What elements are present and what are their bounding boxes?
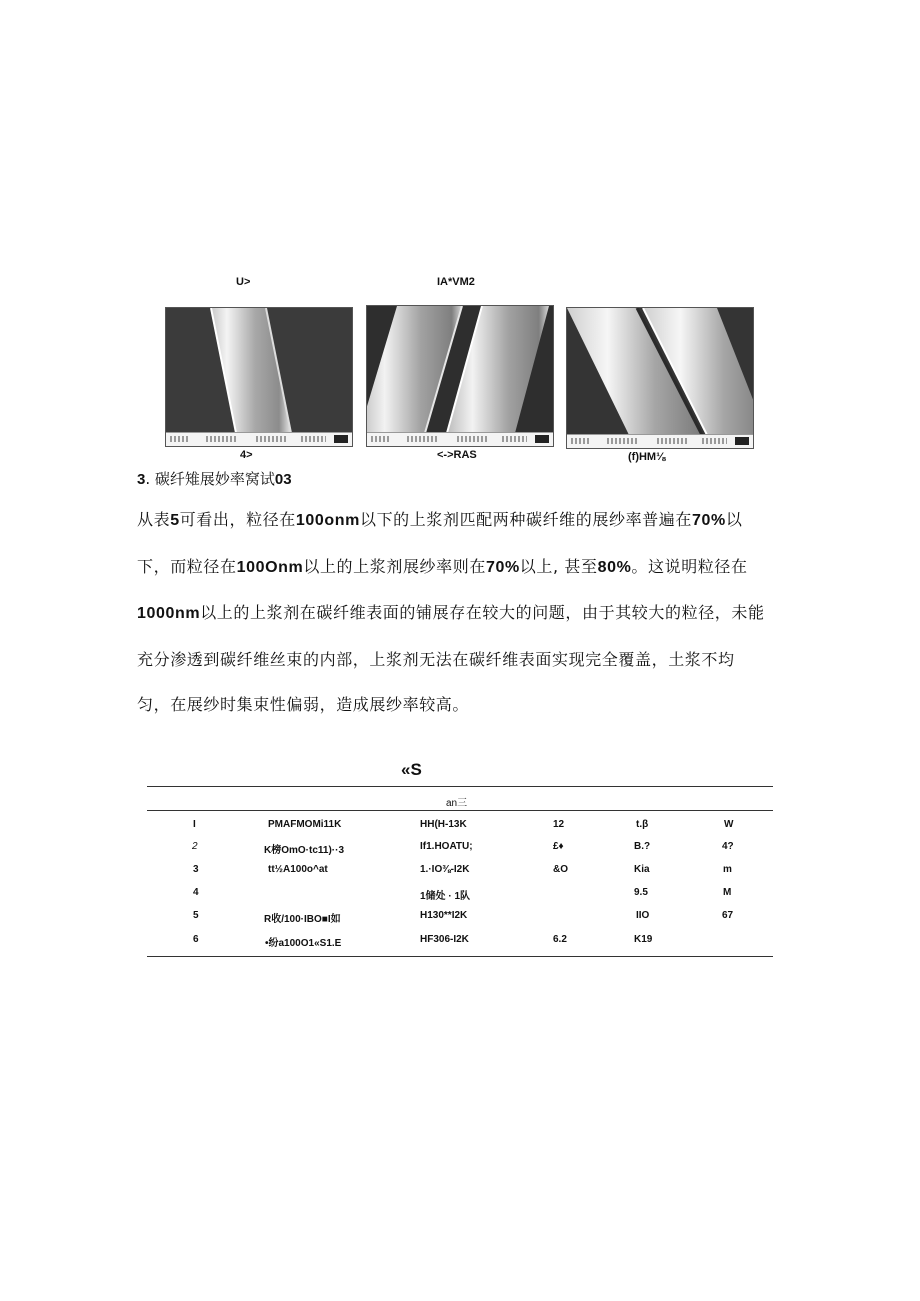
- row-2-col4: £♦: [553, 841, 564, 852]
- sem-image-3-info-bar: [567, 434, 753, 448]
- row-2-col5: B.?: [634, 841, 651, 852]
- row-1-sizing-agent: PMAFMOMi11K: [268, 819, 342, 830]
- row-6-fiber: HF306-I2K: [420, 934, 469, 945]
- row-1-fiber: HH(H-13K: [420, 819, 467, 830]
- sem-image-3-fibers: [567, 308, 753, 435]
- row-1-col5: t.β: [636, 819, 649, 830]
- row-6-index: 6: [193, 934, 199, 945]
- row-3-sizing-agent: tt½A100o^at: [268, 864, 328, 875]
- sem-image-1: [165, 307, 353, 447]
- paragraph-line-1: 从表5可看出，粒径在100onm以下的上浆剂匹配两种碳纤维的展纱率普遍在70%以: [137, 510, 743, 529]
- sem-image-3: [566, 307, 754, 449]
- paragraph-line-2: 下，而粒径在100Onm以上的上浆剂展纱率则在70%以上, 甚至80%。这说明粒径在: [137, 556, 748, 576]
- section-title: 碳纤雉展妙率窝试: [154, 470, 275, 488]
- row-5-fiber: H130**I2K: [420, 910, 468, 921]
- sem-image-2-fibers: [367, 306, 553, 433]
- table-header: an三: [446, 798, 468, 809]
- paragraph-line-4: 充分渗透到碳纤维丝束的内部，上浆剂无法在碳纤维表面实现完全覆盖，土浆不均: [137, 649, 735, 669]
- row-4-col5: 9.5: [634, 887, 648, 898]
- section-number: 3: [137, 471, 146, 488]
- table-top-rule: [147, 786, 773, 787]
- row-3-col6: m: [723, 864, 732, 875]
- figure-caption-bottom-3: (f)HM⅛: [628, 451, 666, 463]
- row-2-col6: 4?: [722, 841, 734, 852]
- body-paragraph: [137, 497, 787, 728]
- row-1-col6: W: [724, 819, 734, 830]
- figure-caption-bottom-1: 4>: [240, 449, 253, 461]
- sem-image-1-info-bar: [166, 432, 352, 446]
- row-6-sizing-agent: •纷a100O1«S1.E: [265, 938, 342, 949]
- row-1-index: I: [193, 819, 196, 830]
- row-5-col6: 67: [722, 910, 734, 921]
- figure-caption-top-1: U>: [236, 276, 251, 288]
- figure-caption-top-2: IA*VM2: [437, 276, 475, 288]
- row-6-col4: 6.2: [553, 934, 567, 945]
- row-5-index: 5: [193, 910, 199, 921]
- row-2-sizing-agent: K榜OmO·tc11)··3: [264, 845, 345, 856]
- row-3-fiber: 1.·IO⅜-I2K: [420, 864, 470, 875]
- row-5-sizing-agent: R收/100·IBO■I如: [264, 914, 341, 925]
- row-5-col5: IIO: [636, 910, 650, 921]
- sem-image-2-info-bar: [367, 432, 553, 446]
- row-4-fiber: 1储处 · 1队: [420, 891, 471, 902]
- section-suffix: 03: [274, 471, 292, 488]
- row-6-col5: K19: [634, 934, 653, 945]
- figure-caption-bottom-2: <->RAS: [437, 449, 477, 461]
- table-header-rule: [147, 810, 773, 811]
- row-4-index: 4: [193, 887, 199, 898]
- sem-image-2: [366, 305, 554, 447]
- row-2-fiber: If1.HOATU;: [420, 841, 473, 852]
- table-bottom-rule: [147, 956, 773, 957]
- section-heading: 3. 碳纤雉展妙率窝试03: [137, 470, 292, 488]
- row-2-index: 2: [192, 841, 198, 852]
- row-3-index: 3: [193, 864, 199, 875]
- row-4-col6: M: [723, 887, 732, 898]
- paragraph-line-3: 1000nm以上的上浆剂在碳纤维表面的铺展存在较大的问题，由于其较大的粒径，未能: [137, 603, 765, 622]
- table-title: «S: [401, 760, 422, 779]
- row-1-col4: 12: [553, 819, 565, 830]
- sem-image-1-fiber: [166, 308, 352, 433]
- row-3-col4: &O: [553, 864, 568, 875]
- row-3-col5: Kia: [634, 864, 650, 875]
- paragraph-line-5: 匀，在展纱时集束性偏弱，造成展纱率较高。: [137, 695, 470, 714]
